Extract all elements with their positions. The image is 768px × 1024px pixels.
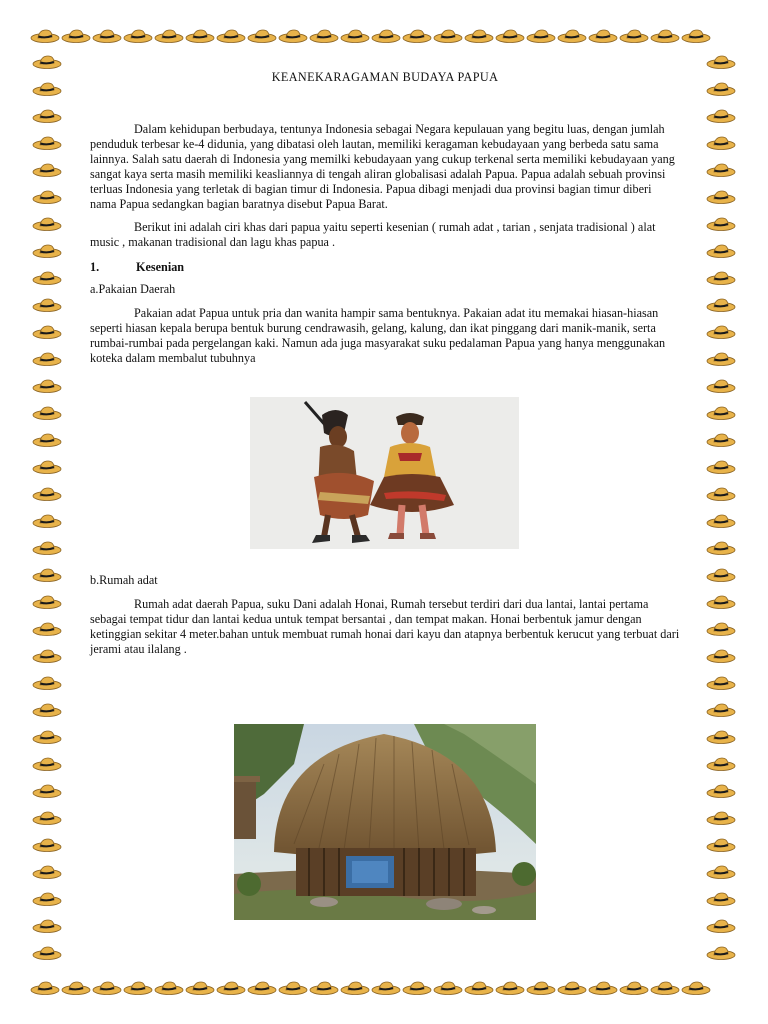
hat-icon <box>154 980 184 1001</box>
section-heading <box>90 260 680 275</box>
hat-icon <box>32 756 62 777</box>
hat-icon <box>32 891 62 912</box>
hat-icon <box>32 81 62 102</box>
hat-icon <box>185 28 215 49</box>
hat-icon <box>433 980 463 1001</box>
hat-icon <box>706 783 736 804</box>
hat-icon <box>526 980 556 1001</box>
traditional-clothing-image <box>250 397 519 549</box>
hat-icon <box>495 28 525 49</box>
hat-icon <box>706 810 736 831</box>
hat-icon <box>216 980 246 1001</box>
hat-icon <box>706 297 736 318</box>
intro-paragraph: Dalam kehidupan berbudaya, tentunya Indonesia sebagai Negara kepulauan yang begitu luas, dengan jumlah penduduk terbesar ke-4 didunia, yang dibatasi oleh lautan, memiliki keragaman kebudayaan yang berbeda satu sama lainnya. Salah satu daerah di Indonesia yang memilki kebudayaan yang cukup terkenal serta memiliki kebudayaan yang sangat kaya serta masih memiliki keasliannya di tengah aliran globalisasi adalah Papua. Papua adalah sebuah provinsi terluas Indonesia yang terletak di bagian timur di Indonesia. Papua dibagi menjadi dua provinsi bagian timur diberi nama Papua sedangkan bagian baratnya disebut Papua Barat. <box>90 122 675 211</box>
subheading-rumah: b.Rumah adat <box>90 573 158 587</box>
hat-icon <box>278 28 308 49</box>
hat-icon <box>706 756 736 777</box>
hat-icon <box>706 945 736 966</box>
hat-icon <box>706 162 736 183</box>
hat-icon <box>32 540 62 561</box>
hat-icon <box>706 378 736 399</box>
hat-icon <box>32 108 62 129</box>
hat-icon <box>464 980 494 1001</box>
hat-icon <box>706 837 736 858</box>
hat-icon <box>557 980 587 1001</box>
hat-icon <box>32 135 62 156</box>
document-title: KEANEKARAGAMAN BUDAYA PAPUA <box>271 70 499 84</box>
hat-icon <box>706 675 736 696</box>
hat-icon <box>32 567 62 588</box>
hat-icon <box>706 459 736 480</box>
hat-icon <box>706 351 736 372</box>
hat-icon <box>32 324 62 345</box>
hat-icon <box>32 918 62 939</box>
hat-icon <box>32 378 62 399</box>
honai-house-image <box>234 724 536 920</box>
hat-icon <box>706 621 736 642</box>
hat-icon <box>32 216 62 237</box>
hat-icon <box>706 243 736 264</box>
hat-icon <box>32 702 62 723</box>
hat-icon <box>32 648 62 669</box>
hat-icon <box>706 864 736 885</box>
hat-icon <box>402 980 432 1001</box>
hat-icon <box>371 28 401 49</box>
hat-icon <box>433 28 463 49</box>
hat-icon <box>557 28 587 49</box>
hat-icon <box>706 135 736 156</box>
hat-border-top <box>0 22 768 52</box>
hat-icon <box>650 980 680 1001</box>
hat-icon <box>588 980 618 1001</box>
hat-icon <box>123 980 153 1001</box>
hat-icon <box>706 648 736 669</box>
hat-icon <box>247 28 277 49</box>
hat-icon <box>32 162 62 183</box>
hat-icon <box>32 459 62 480</box>
hat-border-right <box>704 0 744 1024</box>
hat-icon <box>371 980 401 1001</box>
hat-icon <box>706 189 736 210</box>
hat-icon <box>402 28 432 49</box>
hat-icon <box>185 980 215 1001</box>
hat-icon <box>706 405 736 426</box>
hat-icon <box>706 702 736 723</box>
hat-icon <box>619 28 649 49</box>
hat-icon <box>588 28 618 49</box>
section-number: 1. <box>90 260 100 274</box>
hat-icon <box>706 918 736 939</box>
rumah-paragraph: Rumah adat daerah Papua, suku Dani adalah Honai, Rumah tersebut terdiri dari dua lantai, lantai pertama sebagai tempat tidur dan lantai kedua untuk tempat bersantai , dan tempat makan. Honai berbentuk jamur dengan ketinggian sekitar 4 meter.bahan untuk membuat rumah honai dari kayu dan atapnya berbentuk kerucut yang terbuat dari jerami atau ilalang . <box>90 597 680 656</box>
hat-icon <box>32 594 62 615</box>
hat-border-left <box>30 0 70 1024</box>
hat-icon <box>32 54 62 75</box>
hat-icon <box>32 945 62 966</box>
hat-icon <box>247 980 277 1001</box>
hat-icon <box>706 486 736 507</box>
hat-icon <box>32 675 62 696</box>
hat-icon <box>92 980 122 1001</box>
subheading-pakaian: a.Pakaian Daerah <box>90 282 176 296</box>
hat-icon <box>706 567 736 588</box>
hat-icon <box>619 980 649 1001</box>
hat-icon <box>706 729 736 750</box>
hat-icon <box>340 980 370 1001</box>
pakaian-paragraph: Pakaian adat Papua untuk pria dan wanita hampir sama bentuknya. Pakaian adat itu memakai hiasan-hiasan seperti hiasan kepala berupa bentuk burung cendrawasih, gelang, kalung, dan ikat pinggang dari manik-manik, serta rumbai-rumbai pada pergelangan kaki. Namun ada juga masyarakat suku pedalaman Papua yang hanya menggunakan koteka dalam membalut tubuhnya <box>90 306 666 365</box>
hat-icon <box>32 486 62 507</box>
hat-icon <box>464 28 494 49</box>
hat-icon <box>154 28 184 49</box>
hat-icon <box>32 405 62 426</box>
hat-icon <box>706 54 736 75</box>
hat-icon <box>32 189 62 210</box>
hat-icon <box>278 980 308 1001</box>
summary-paragraph: Berikut ini adalah ciri khas dari papua yaitu seperti kesenian ( rumah adat , tarian , senjata tradisional ) alat music , makanan tradisional dan lagu khas papua . <box>90 220 656 249</box>
hat-icon <box>706 108 736 129</box>
hat-icon <box>92 28 122 49</box>
hat-icon <box>32 351 62 372</box>
section-title: Kesenian <box>136 260 185 274</box>
document-body <box>90 70 680 657</box>
hat-icon <box>706 891 736 912</box>
hat-icon <box>32 432 62 453</box>
hat-icon <box>216 28 246 49</box>
hat-icon <box>32 513 62 534</box>
hat-icon <box>32 864 62 885</box>
hat-icon <box>526 28 556 49</box>
hat-icon <box>32 810 62 831</box>
hat-icon <box>32 270 62 291</box>
hat-icon <box>706 432 736 453</box>
hat-icon <box>706 513 736 534</box>
hat-icon <box>706 81 736 102</box>
hat-icon <box>650 28 680 49</box>
hat-icon <box>706 540 736 561</box>
hat-icon <box>32 783 62 804</box>
hat-icon <box>309 28 339 49</box>
hat-icon <box>32 297 62 318</box>
hat-icon <box>495 980 525 1001</box>
hat-icon <box>309 980 339 1001</box>
hat-icon <box>706 324 736 345</box>
hat-icon <box>123 28 153 49</box>
hat-icon <box>32 729 62 750</box>
hat-icon <box>706 216 736 237</box>
hat-icon <box>706 270 736 291</box>
hat-border-bottom <box>0 974 768 1004</box>
hat-icon <box>340 28 370 49</box>
hat-icon <box>32 837 62 858</box>
hat-icon <box>706 594 736 615</box>
hat-icon <box>32 621 62 642</box>
hat-icon <box>32 243 62 264</box>
